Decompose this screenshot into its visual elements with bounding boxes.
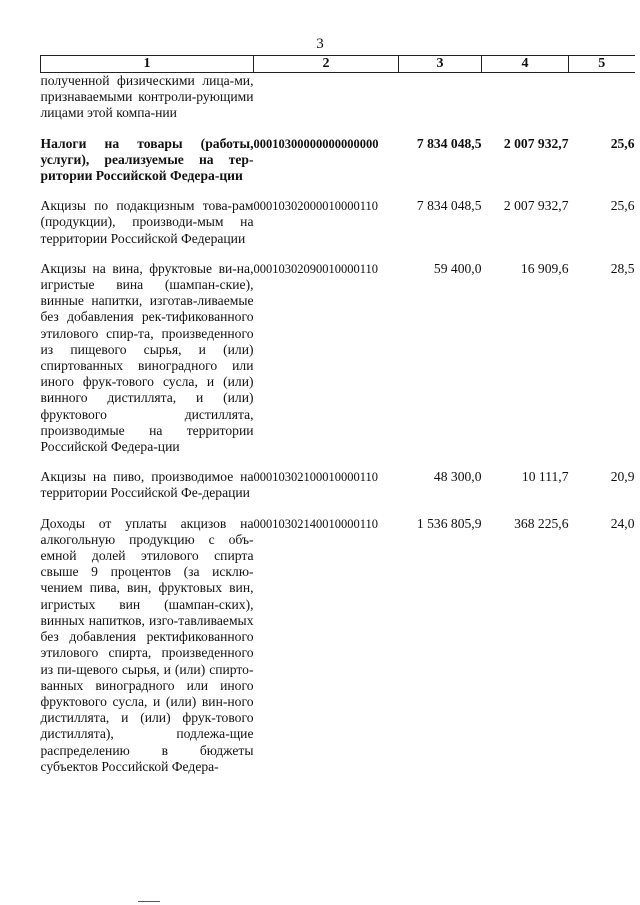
row-name-cell: Акцизы на пиво, производимое на территории Российской Фе-дерации [40, 469, 254, 501]
row-col3-cell [399, 73, 482, 122]
row-col4-cell: 2 007 932,7 [503, 198, 569, 214]
row-spacer-cell [41, 502, 635, 516]
row-spacer [41, 122, 635, 136]
row-spacer [41, 455, 635, 469]
row-code-cell: 00010302090010000110 [253, 261, 379, 276]
row-spacer-cell [41, 247, 635, 261]
column-header-2: 2 [254, 56, 399, 73]
row-code-cell: 00010302000010000110 [253, 199, 379, 214]
row-col4-cell: 368 225,6 [514, 515, 569, 531]
row-spacer-cell [41, 184, 635, 198]
footer-dash [138, 901, 160, 902]
row-name-cell: Налоги на товары (работы, услуги), реализуемые на тер-ритории Российской Федера-ции [40, 135, 254, 184]
row-spacer [41, 502, 635, 516]
row-col5-cell: 28,5 [610, 260, 635, 276]
column-header-5: 5 [569, 56, 635, 73]
row-spacer-cell [41, 122, 635, 136]
row-col5-cell: 25,6 [610, 135, 635, 151]
row-col4-cell: 16 909,6 [520, 260, 569, 276]
row-col3-cell: 48 300,0 [433, 469, 482, 485]
row-name-cell: Акцизы на вина, фруктовые ви-на, игристые вина (шампан-ские), винные напитки, изготав-ливаемые без добавления рек-тификованного этилового спир-та, произведенного из пищевого сырья, и (или) спиртованных виноградного или иного фрук-тового сусла, и (или) винного дистиллята, и (или) фруктового дистиллята, производимые на территории Российской Федера-ции [40, 260, 254, 455]
row-spacer [41, 184, 635, 198]
table-row [41, 469, 635, 501]
row-code-cell: 00010302100010000110 [253, 470, 379, 485]
row-col3-cell: 7 834 048,5 [416, 198, 482, 214]
row-col5-cell: 20,9 [610, 469, 635, 485]
table-row [41, 136, 635, 185]
table-row [41, 73, 635, 122]
row-spacer-cell [41, 455, 635, 469]
row-col5-cell [569, 73, 635, 122]
page-number: 3 [316, 36, 324, 52]
header-row [41, 56, 635, 73]
column-header-1: 1 [41, 56, 254, 73]
budget-table [40, 55, 635, 775]
row-col3-cell: 59 400,0 [433, 260, 482, 276]
row-name-cell: полученной физическими лица-ми, признаваемыми контроли-рующими лицами этой компа-нии [40, 73, 254, 121]
row-col3-cell: 7 834 048,5 [416, 135, 482, 151]
row-col5-cell: 25,6 [610, 198, 635, 214]
table-row [41, 261, 635, 455]
row-code-cell [254, 73, 399, 122]
column-header-3: 3 [399, 56, 482, 73]
row-col4-cell [482, 73, 569, 122]
table-row [41, 198, 635, 247]
row-spacer [41, 247, 635, 261]
row-col4-cell: 10 111,7 [521, 469, 569, 485]
table-row [41, 516, 635, 775]
row-code-cell: 00010300000000000000 [253, 136, 379, 151]
row-name-cell: Акцизы по подакцизным това-рам (продукции), производи-мым на территории Российской Федерации [40, 198, 254, 246]
column-header-4: 4 [482, 56, 569, 73]
row-col5-cell: 24,0 [610, 515, 635, 531]
row-name-cell: Доходы от уплаты акцизов на алкогольную продукцию с объ-емной долей этилового спирта свыше 9 процентов (за исклю-чением пива, вин, фруктовых вин, игристых вин (шампан-ских), винных напитков, изго-тавливаемых без добавления ректификованного этилового спирта, произведенного из пи-щевого сырья, и (или) спирто-ванных виноградного или иного фруктового сусла, и (или) вин-ного дистиллята, и (или) фрук-тового дистиллята), подлежа-щие распределению в бюджеты субъектов Российской Федера- [40, 515, 254, 774]
row-col3-cell: 1 536 805,9 [416, 515, 482, 531]
row-code-cell: 00010302140010000110 [253, 516, 379, 531]
row-col4-cell: 2 007 932,7 [503, 135, 569, 151]
